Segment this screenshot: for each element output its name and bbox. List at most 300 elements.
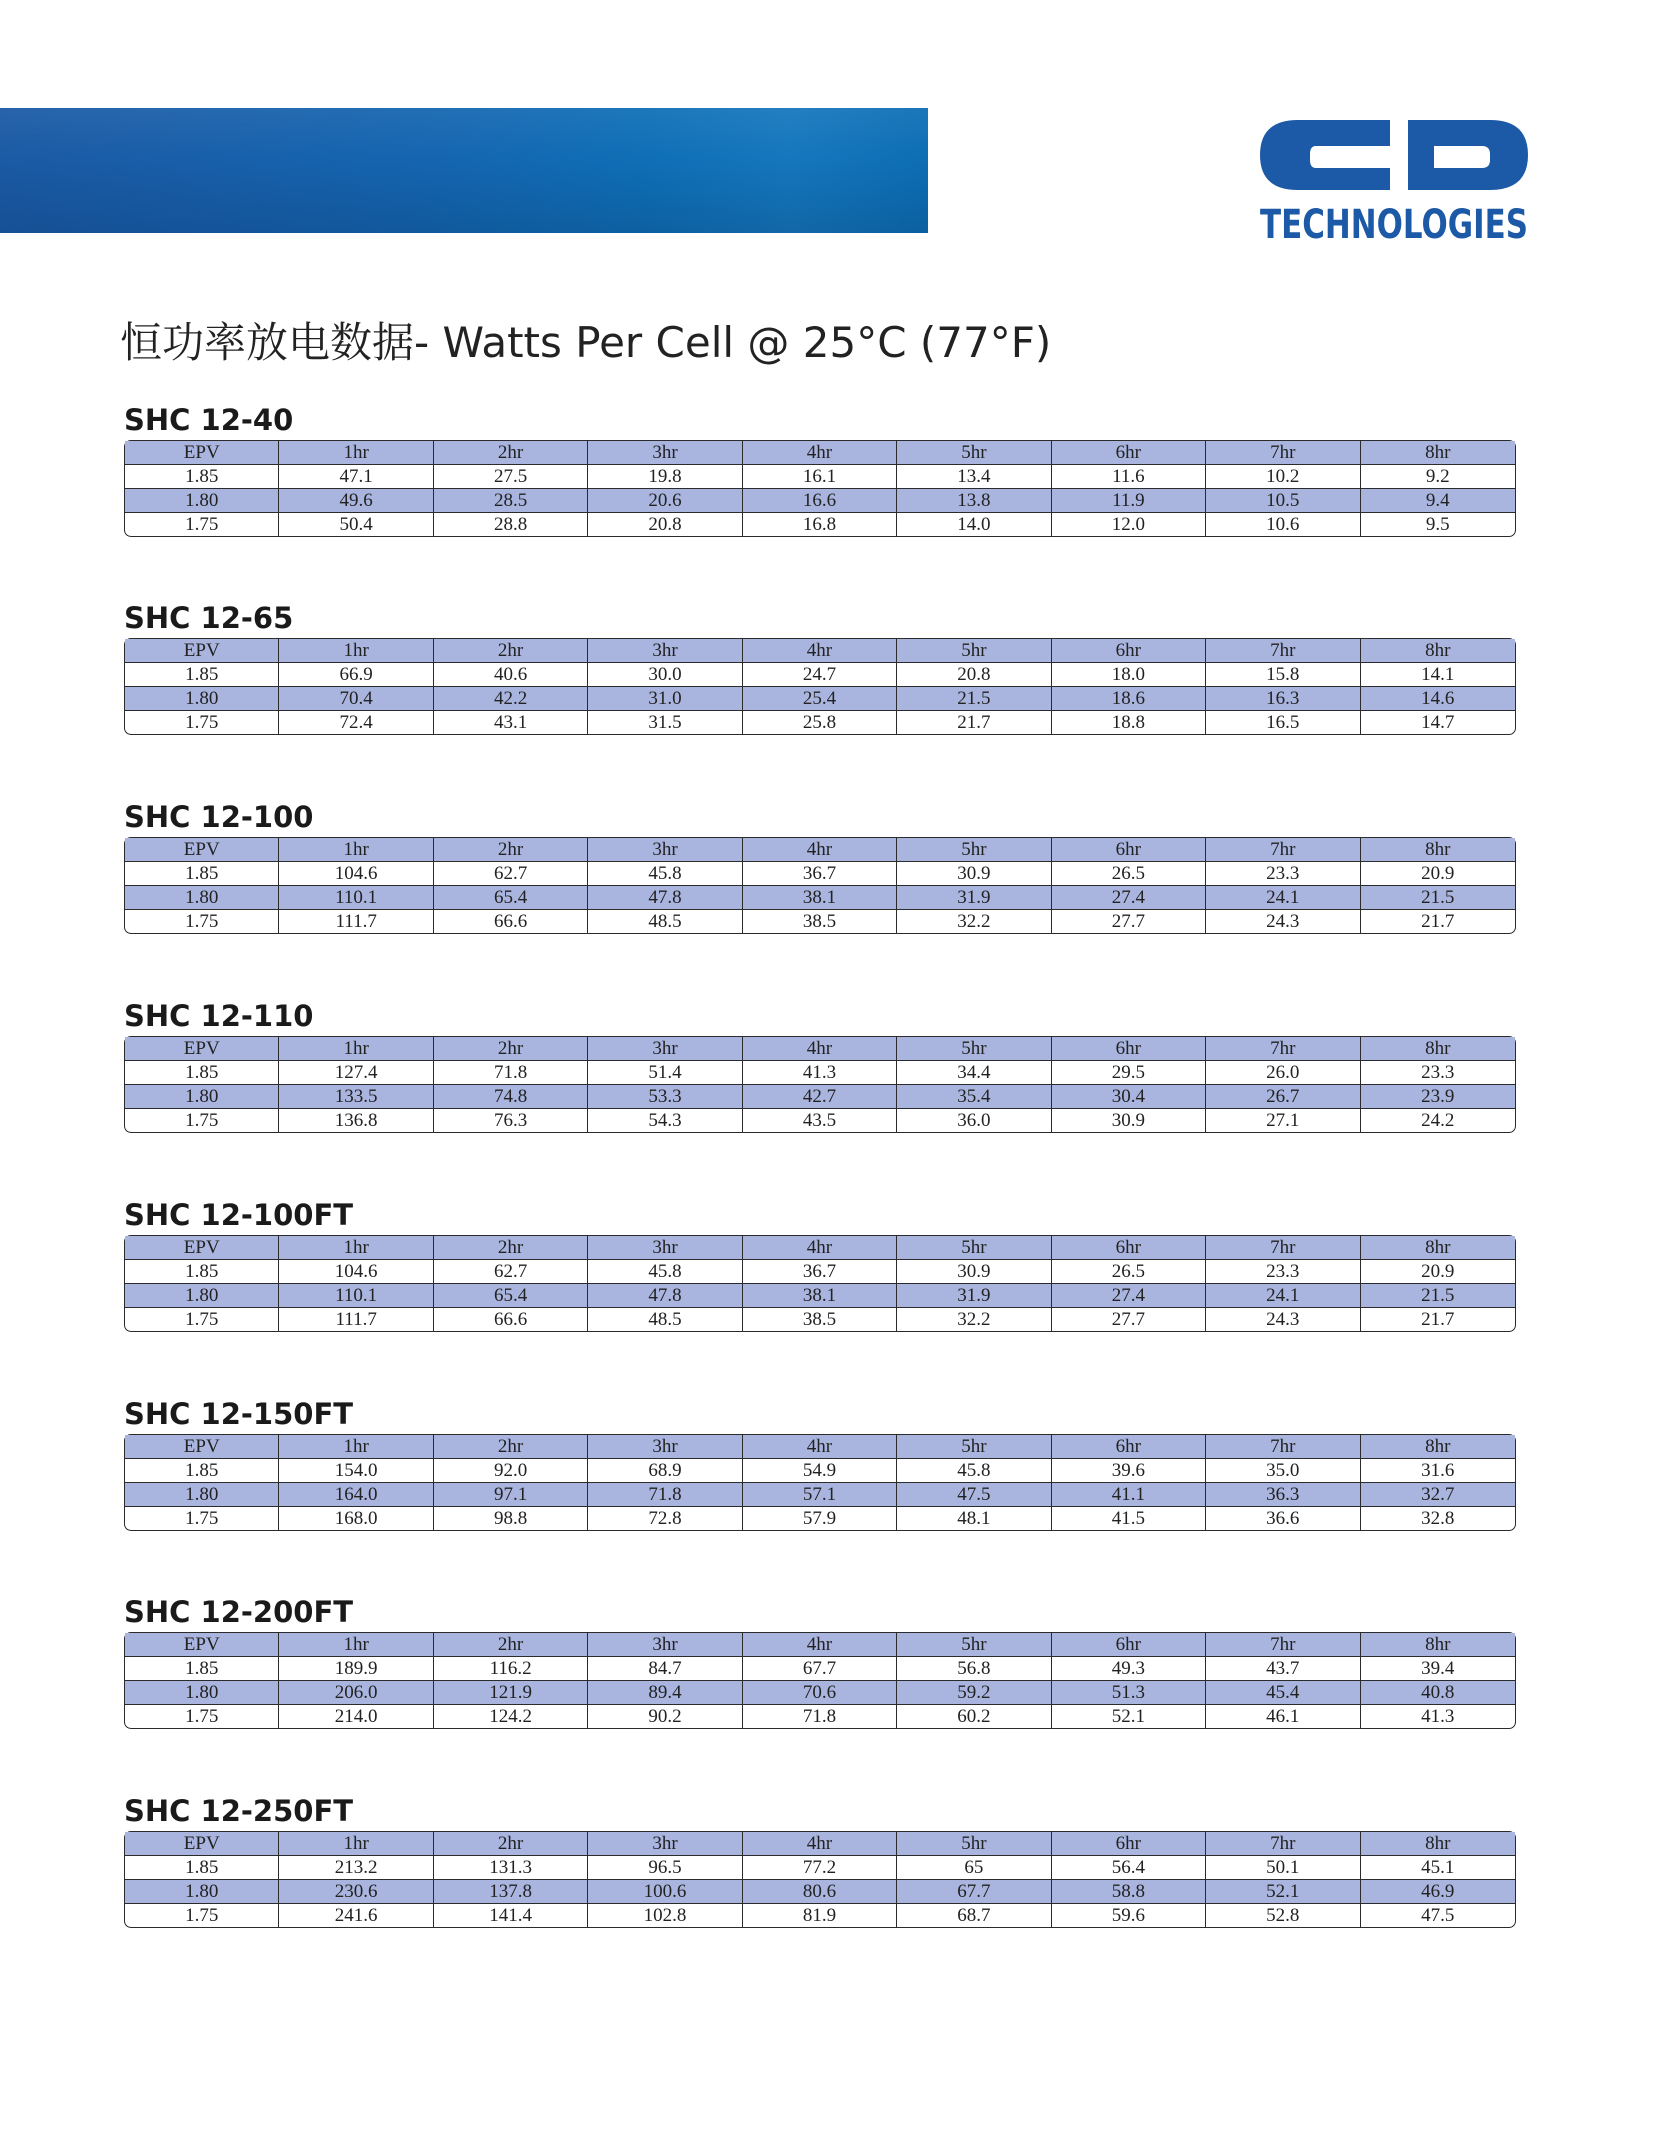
watts-cell: 15.8 [1206, 663, 1360, 687]
watts-cell: 24.3 [1206, 1308, 1360, 1331]
column-header: 7hr [1206, 1633, 1360, 1657]
epv-cell: 1.75 [125, 910, 279, 933]
column-header: 8hr [1361, 838, 1516, 862]
watts-cell: 47.5 [1421, 1905, 1455, 1926]
watts-cell: 24.1 [1206, 1284, 1360, 1308]
watts-cell: 59.6 [1052, 1904, 1206, 1927]
watts-cell: 43.1 [434, 711, 588, 734]
column-header: 8hr [1361, 1832, 1516, 1856]
table-header-row [125, 1832, 1515, 1856]
table-row [125, 1507, 1515, 1530]
watts-cell: 81.9 [743, 1904, 897, 1927]
watts-cell: 27.7 [1052, 910, 1206, 933]
watts-table [124, 440, 1516, 537]
watts-cell: 70.6 [743, 1681, 897, 1705]
column-header: 1hr [279, 639, 433, 663]
watts-cell: 41.3 [743, 1061, 897, 1085]
column-header: 6hr [1052, 1435, 1206, 1459]
watts-cell: 57.9 [743, 1507, 897, 1530]
watts-cell: 52.1 [1206, 1880, 1360, 1904]
watts-cell: 131.3 [434, 1856, 588, 1880]
watts-cell: 104.6 [279, 862, 433, 886]
watts-cell: 92.0 [434, 1459, 588, 1483]
epv-cell: 1.85 [125, 1459, 279, 1483]
epv-cell: 1.75 [125, 711, 279, 734]
watts-cell: 12.0 [1052, 513, 1206, 536]
watts-cell: 11.9 [1052, 489, 1206, 513]
column-header: 5hr [897, 639, 1051, 663]
watts-cell: 18.8 [1052, 711, 1206, 734]
watts-cell: 60.2 [897, 1705, 1051, 1728]
watts-cell: 68.9 [588, 1459, 742, 1483]
table-row [125, 1657, 1515, 1681]
watts-cell: 96.5 [588, 1856, 742, 1880]
watts-cell: 67.7 [743, 1657, 897, 1681]
watts-cell: 21.7 [1421, 911, 1455, 932]
watts-cell: 43.5 [743, 1109, 897, 1132]
watts-cell: 32.2 [897, 1308, 1051, 1331]
watts-cell: 21.5 [897, 687, 1051, 711]
watts-cell: 47.8 [588, 886, 742, 910]
watts-cell: 72.8 [588, 1507, 742, 1530]
model-title: SHC 12-65 [124, 601, 294, 635]
header-banner [0, 108, 928, 233]
watts-cell: 41.1 [1052, 1483, 1206, 1507]
watts-cell: 206.0 [279, 1681, 433, 1705]
watts-cell: 110.1 [279, 1284, 433, 1308]
watts-cell: 52.8 [1206, 1904, 1360, 1927]
watts-cell: 35.4 [897, 1085, 1051, 1109]
watts-cell: 28.8 [434, 513, 588, 536]
watts-cell: 59.2 [897, 1681, 1051, 1705]
column-header: 3hr [588, 1633, 742, 1657]
table-header-row [125, 1037, 1515, 1061]
column-header: EPV [125, 1236, 279, 1260]
watts-cell: 102.8 [588, 1904, 742, 1927]
watts-cell: 30.9 [897, 1260, 1051, 1284]
watts-cell: 71.8 [588, 1483, 742, 1507]
watts-cell: 41.5 [1052, 1507, 1206, 1530]
watts-cell: 27.4 [1052, 1284, 1206, 1308]
table-row [125, 1085, 1515, 1109]
watts-cell: 14.7 [1421, 712, 1455, 733]
column-header: 4hr [743, 441, 897, 465]
watts-cell: 90.2 [588, 1705, 742, 1728]
table-row [125, 513, 1515, 536]
epv-cell: 1.85 [125, 862, 279, 886]
spec-section [124, 1394, 1516, 1531]
watts-cell: 52.1 [1052, 1705, 1206, 1728]
column-header: 5hr [897, 1832, 1051, 1856]
watts-cell: 48.5 [588, 1308, 742, 1331]
watts-cell: 26.7 [1206, 1085, 1360, 1109]
table-row [125, 687, 1515, 711]
watts-cell: 23.3 [1206, 1260, 1360, 1284]
watts-cell: 23.3 [1361, 1061, 1516, 1085]
watts-cell: 214.0 [279, 1705, 433, 1728]
column-header: 6hr [1052, 441, 1206, 465]
column-header: 7hr [1206, 1435, 1360, 1459]
column-header: 7hr [1206, 1832, 1360, 1856]
table-row [125, 711, 1515, 734]
watts-cell: 21.7 [897, 711, 1051, 734]
watts-table [124, 1831, 1516, 1928]
watts-cell: 111.7 [279, 1308, 433, 1331]
epv-cell: 1.80 [125, 1085, 279, 1109]
watts-cell: 76.3 [434, 1109, 588, 1132]
column-header: EPV [125, 1435, 279, 1459]
epv-cell: 1.80 [125, 687, 279, 711]
watts-cell: 56.4 [1052, 1856, 1206, 1880]
watts-cell: 84.7 [588, 1657, 742, 1681]
epv-cell: 1.75 [125, 1308, 279, 1331]
epv-cell: 1.75 [125, 1904, 279, 1927]
column-header: 1hr [279, 838, 433, 862]
watts-cell: 27.7 [1052, 1308, 1206, 1331]
watts-cell: 9.4 [1361, 489, 1516, 513]
watts-cell: 116.2 [434, 1657, 588, 1681]
column-header: 8hr [1361, 441, 1516, 465]
watts-cell: 98.8 [434, 1507, 588, 1530]
model-title: SHC 12-110 [124, 999, 314, 1033]
watts-cell: 66.6 [434, 910, 588, 933]
watts-cell: 29.5 [1052, 1061, 1206, 1085]
watts-cell: 10.5 [1206, 489, 1360, 513]
watts-cell: 30.0 [588, 663, 742, 687]
watts-cell: 16.8 [743, 513, 897, 536]
watts-cell: 24.1 [1206, 886, 1360, 910]
watts-cell: 30.9 [897, 862, 1051, 886]
watts-cell: 18.6 [1052, 687, 1206, 711]
watts-cell: 51.3 [1052, 1681, 1206, 1705]
table-row [125, 886, 1515, 910]
epv-cell: 1.80 [125, 1284, 279, 1308]
watts-cell: 31.9 [897, 886, 1051, 910]
watts-cell: 38.1 [743, 886, 897, 910]
epv-cell: 1.85 [125, 1260, 279, 1284]
watts-cell: 26.5 [1052, 1260, 1206, 1284]
column-header: 3hr [588, 1435, 742, 1459]
watts-cell: 67.7 [897, 1880, 1051, 1904]
watts-cell: 45.8 [897, 1459, 1051, 1483]
table-row [125, 489, 1515, 513]
column-header: 2hr [434, 1236, 588, 1260]
column-header: 5hr [897, 1037, 1051, 1061]
logo-wordmark: TECHNOLOGIES [1260, 202, 1528, 248]
watts-cell: 20.6 [588, 489, 742, 513]
spec-section [124, 996, 1516, 1133]
watts-cell: 31.0 [588, 687, 742, 711]
watts-cell: 36.7 [743, 862, 897, 886]
column-header: 1hr [279, 1037, 433, 1061]
column-header: 8hr [1361, 1435, 1516, 1459]
column-header: EPV [125, 441, 279, 465]
column-header: 2hr [434, 441, 588, 465]
table-row [125, 1856, 1515, 1880]
watts-cell: 39.4 [1361, 1657, 1516, 1681]
watts-cell: 53.3 [588, 1085, 742, 1109]
watts-table [124, 837, 1516, 934]
epv-cell: 1.75 [125, 1705, 279, 1728]
epv-cell: 1.75 [125, 513, 279, 536]
watts-cell: 137.8 [434, 1880, 588, 1904]
watts-cell: 20.8 [897, 663, 1051, 687]
epv-cell: 1.75 [125, 1507, 279, 1530]
table-row [125, 465, 1515, 489]
column-header: 1hr [279, 1236, 433, 1260]
watts-cell: 124.2 [434, 1705, 588, 1728]
table-row [125, 1705, 1515, 1728]
table-header-row [125, 639, 1515, 663]
watts-cell: 154.0 [279, 1459, 433, 1483]
column-header: 4hr [743, 639, 897, 663]
watts-cell: 25.8 [743, 711, 897, 734]
column-header: EPV [125, 1832, 279, 1856]
column-header: 5hr [897, 1435, 1051, 1459]
watts-cell: 65 [897, 1856, 1051, 1880]
watts-cell: 65.4 [434, 1284, 588, 1308]
epv-cell: 1.85 [125, 1657, 279, 1681]
watts-cell: 45.8 [588, 1260, 742, 1284]
watts-cell: 213.2 [279, 1856, 433, 1880]
column-header: 4hr [743, 1435, 897, 1459]
watts-cell: 21.5 [1361, 886, 1516, 910]
table-header-row [125, 1435, 1515, 1459]
column-header: 2hr [434, 1037, 588, 1061]
watts-cell: 70.4 [279, 687, 433, 711]
svg-text:&: & [1366, 119, 1390, 149]
watts-cell: 62.7 [434, 1260, 588, 1284]
epv-cell: 1.85 [125, 1856, 279, 1880]
watts-cell: 56.8 [897, 1657, 1051, 1681]
epv-cell: 1.80 [125, 1880, 279, 1904]
column-header: 2hr [434, 838, 588, 862]
watts-cell: 16.1 [743, 465, 897, 489]
table-row [125, 1681, 1515, 1705]
model-title: SHC 12-100 [124, 800, 314, 834]
watts-cell: 18.0 [1052, 663, 1206, 687]
column-header: 1hr [279, 1832, 433, 1856]
watts-cell: 104.6 [279, 1260, 433, 1284]
column-header: 3hr [588, 838, 742, 862]
column-header: 6hr [1052, 639, 1206, 663]
watts-cell: 77.2 [743, 1856, 897, 1880]
column-header: 2hr [434, 1435, 588, 1459]
watts-cell: 34.4 [897, 1061, 1051, 1085]
table-row [125, 1109, 1515, 1132]
table-row [125, 1880, 1515, 1904]
column-header: EPV [125, 1037, 279, 1061]
epv-cell: 1.80 [125, 886, 279, 910]
watts-cell: 13.4 [897, 465, 1051, 489]
watts-cell: 27.5 [434, 465, 588, 489]
watts-cell: 71.8 [434, 1061, 588, 1085]
column-header: 4hr [743, 1037, 897, 1061]
watts-cell: 38.1 [743, 1284, 897, 1308]
watts-cell: 66.9 [279, 663, 433, 687]
watts-cell: 35.0 [1206, 1459, 1360, 1483]
watts-cell: 32.7 [1361, 1483, 1516, 1507]
watts-cell: 40.6 [434, 663, 588, 687]
epv-cell: 1.80 [125, 1483, 279, 1507]
watts-cell: 57.1 [743, 1483, 897, 1507]
column-header: 7hr [1206, 639, 1360, 663]
table-row [125, 1061, 1515, 1085]
column-header: 5hr [897, 441, 1051, 465]
model-title: SHC 12-40 [124, 403, 294, 437]
watts-cell: 189.9 [279, 1657, 433, 1681]
spec-section [124, 797, 1516, 934]
watts-table [124, 638, 1516, 735]
table-header-row [125, 1633, 1515, 1657]
column-header: 8hr [1361, 1236, 1516, 1260]
watts-cell: 19.8 [588, 465, 742, 489]
watts-table [124, 1235, 1516, 1332]
watts-cell: 25.4 [743, 687, 897, 711]
watts-cell: 74.8 [434, 1085, 588, 1109]
watts-cell: 66.6 [434, 1308, 588, 1331]
column-header: 1hr [279, 1633, 433, 1657]
column-header: 6hr [1052, 1037, 1206, 1061]
column-header: EPV [125, 838, 279, 862]
column-header: 8hr [1361, 1633, 1516, 1657]
watts-cell: 42.7 [743, 1085, 897, 1109]
table-header-row [125, 1236, 1515, 1260]
epv-cell: 1.85 [125, 1061, 279, 1085]
watts-cell: 16.3 [1206, 687, 1360, 711]
column-header: 4hr [743, 1633, 897, 1657]
watts-cell: 89.4 [588, 1681, 742, 1705]
watts-cell: 36.0 [897, 1109, 1051, 1132]
watts-cell: 80.6 [743, 1880, 897, 1904]
watts-cell: 24.7 [743, 663, 897, 687]
spec-section [124, 1592, 1516, 1729]
column-header: 2hr [434, 639, 588, 663]
table-row [125, 1308, 1515, 1331]
watts-cell: 38.5 [743, 910, 897, 933]
epv-cell: 1.85 [125, 663, 279, 687]
watts-cell: 32.8 [1421, 1508, 1455, 1529]
column-header: 7hr [1206, 1037, 1360, 1061]
watts-cell: 11.6 [1052, 465, 1206, 489]
watts-cell: 27.4 [1052, 886, 1206, 910]
spec-section [124, 598, 1516, 735]
watts-cell: 20.9 [1361, 1260, 1516, 1284]
watts-cell: 164.0 [279, 1483, 433, 1507]
table-row [125, 862, 1515, 886]
epv-cell: 1.75 [125, 1109, 279, 1132]
watts-cell: 27.1 [1206, 1109, 1360, 1132]
watts-cell: 141.4 [434, 1904, 588, 1927]
watts-cell: 48.1 [897, 1507, 1051, 1530]
watts-cell: 71.8 [743, 1705, 897, 1728]
watts-cell: 21.5 [1361, 1284, 1516, 1308]
watts-cell: 26.0 [1206, 1061, 1360, 1085]
watts-cell: 24.2 [1421, 1110, 1455, 1131]
table-row [125, 1459, 1515, 1483]
watts-cell: 36.6 [1206, 1507, 1360, 1530]
watts-cell: 32.2 [897, 910, 1051, 933]
watts-cell: 23.9 [1361, 1085, 1516, 1109]
watts-table [124, 1036, 1516, 1133]
column-header: 4hr [743, 1832, 897, 1856]
column-header: 5hr [897, 1633, 1051, 1657]
column-header: 2hr [434, 1633, 588, 1657]
watts-cell: 16.6 [743, 489, 897, 513]
watts-cell: 42.2 [434, 687, 588, 711]
watts-cell: 9.5 [1425, 514, 1450, 535]
watts-cell: 54.3 [588, 1109, 742, 1132]
spec-section [124, 1791, 1516, 1928]
page-title: 恒功率放电数据- Watts Per Cell @ 25°C (77°F) [120, 318, 1052, 367]
watts-cell: 133.5 [279, 1085, 433, 1109]
watts-cell: 13.8 [897, 489, 1051, 513]
spec-section [124, 1195, 1516, 1332]
watts-cell: 110.1 [279, 886, 433, 910]
column-header: 6hr [1052, 1633, 1206, 1657]
watts-cell: 38.5 [743, 1308, 897, 1331]
watts-cell: 100.6 [588, 1880, 742, 1904]
watts-cell: 30.9 [1052, 1109, 1206, 1132]
column-header: 3hr [588, 1037, 742, 1061]
column-header: 7hr [1206, 1236, 1360, 1260]
watts-cell: 10.2 [1206, 465, 1360, 489]
watts-cell: 45.8 [588, 862, 742, 886]
watts-cell: 43.7 [1206, 1657, 1360, 1681]
watts-cell: 36.3 [1206, 1483, 1360, 1507]
column-header: EPV [125, 639, 279, 663]
watts-cell: 10.6 [1206, 513, 1360, 536]
watts-cell: 97.1 [434, 1483, 588, 1507]
model-title: SHC 12-150FT [124, 1397, 354, 1431]
watts-cell: 46.1 [1206, 1705, 1360, 1728]
watts-cell: 24.3 [1206, 910, 1360, 933]
watts-cell: 20.8 [588, 513, 742, 536]
watts-cell: 36.7 [743, 1260, 897, 1284]
watts-cell: 49.3 [1052, 1657, 1206, 1681]
watts-table [124, 1632, 1516, 1729]
column-header: 6hr [1052, 1236, 1206, 1260]
watts-cell: 51.4 [588, 1061, 742, 1085]
column-header: 1hr [279, 441, 433, 465]
model-title: SHC 12-100FT [124, 1198, 354, 1232]
column-header: 6hr [1052, 838, 1206, 862]
watts-cell: 16.5 [1206, 711, 1360, 734]
watts-cell: 14.1 [1361, 663, 1516, 687]
watts-cell: 68.7 [897, 1904, 1051, 1927]
watts-table [124, 1434, 1516, 1531]
watts-cell: 21.7 [1421, 1309, 1455, 1330]
column-header: 3hr [588, 639, 742, 663]
watts-cell: 47.1 [279, 465, 433, 489]
epv-cell: 1.80 [125, 489, 279, 513]
epv-cell: 1.85 [125, 465, 279, 489]
watts-cell: 50.1 [1206, 1856, 1360, 1880]
table-row [125, 1904, 1515, 1927]
table-header-row [125, 838, 1515, 862]
watts-cell: 26.5 [1052, 862, 1206, 886]
watts-cell: 40.8 [1361, 1681, 1516, 1705]
column-header: 8hr [1361, 639, 1516, 663]
watts-cell: 50.4 [279, 513, 433, 536]
watts-cell: 111.7 [279, 910, 433, 933]
watts-cell: 127.4 [279, 1061, 433, 1085]
table-row [125, 910, 1515, 933]
column-header: EPV [125, 1633, 279, 1657]
column-header: 6hr [1052, 1832, 1206, 1856]
column-header: 4hr [743, 838, 897, 862]
watts-cell: 65.4 [434, 886, 588, 910]
